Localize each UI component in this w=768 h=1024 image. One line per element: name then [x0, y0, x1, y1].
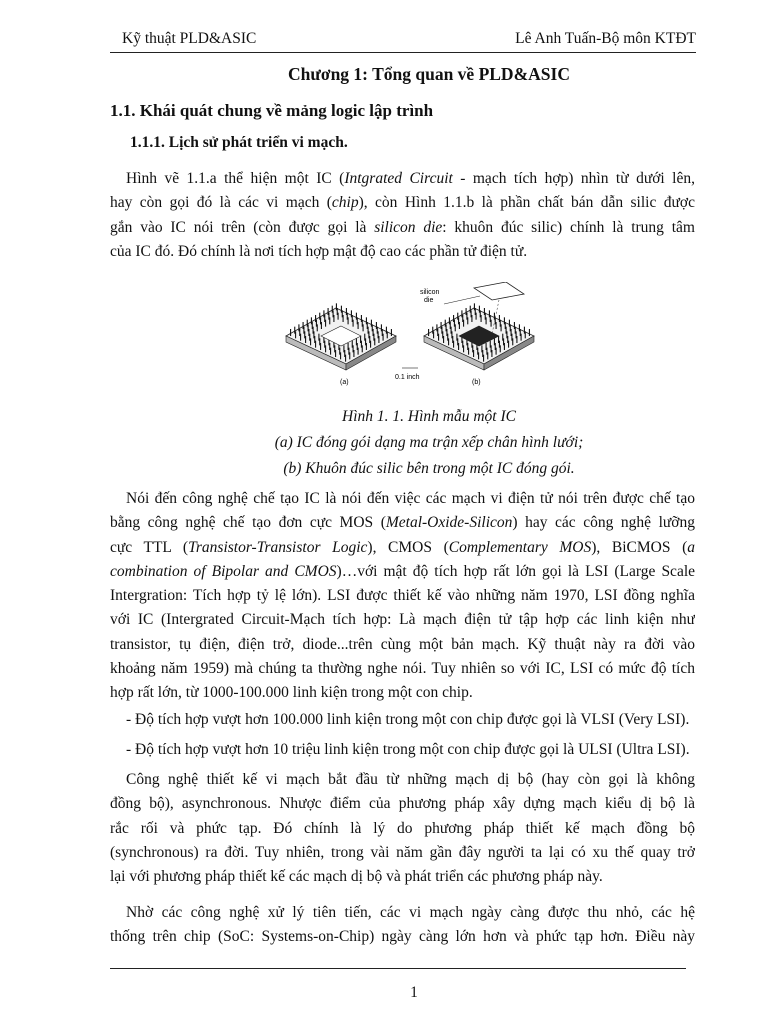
- subsection-heading: 1.1.1. Lịch sử phát triển vi mạch.: [130, 134, 348, 151]
- text-run: hợp rất lớn, từ 1000-100.000 linh kiện trong một con chip.: [110, 684, 473, 702]
- figure-caption-a: (a) IC đóng gói dạng ma trận xếp chân hình lưới;: [274, 434, 584, 451]
- ic-package-b-image: [424, 303, 534, 370]
- italic-term: chip: [331, 194, 359, 212]
- text-run: gắn vào IC nói trên (còn được gọi là: [110, 218, 375, 236]
- text-run: Công nghệ thiết kế vi mạch bắt đầu từ những mạch dị bộ (hay còn gọi là không: [126, 771, 695, 788]
- text-line: [110, 167, 695, 191]
- figure-label-a: (a): [340, 379, 349, 386]
- text-line: [110, 901, 695, 925]
- figure-label-b: (b): [472, 379, 481, 386]
- text-run: ) hay các công nghệ lưỡng: [512, 514, 695, 532]
- text-run: - mạch tích hợp) nhìn từ dưới lên,: [452, 170, 695, 187]
- text-run: Nói đến công nghệ chế tạo IC là nói đến việc các mạch vi điện tử nói trên được chế tạo: [126, 490, 695, 507]
- header-left: Kỹ thuật PLD&ASIC: [122, 30, 257, 47]
- text-run: ), BiCMOS (: [591, 538, 688, 556]
- header-right: Lê Anh Tuấn-Bộ môn KTĐT: [515, 30, 696, 47]
- bullet-vlsi: - Độ tích hợp vượt hơn 100.000 linh kiện trong một con chip được gọi là VLSI (Very LSI).: [126, 711, 690, 728]
- section-heading: 1.1. Khái quát chung về mảng logic lập trình: [110, 101, 434, 120]
- text-run: ), CMOS (: [367, 538, 449, 556]
- figure-caption-b: (b) Khuôn đúc silic bên trong một IC đóng gói.: [283, 460, 575, 477]
- footer-rule: [110, 968, 686, 969]
- text-line: [110, 925, 695, 949]
- chapter-title: Chương 1: Tổng quan về PLD&ASIC: [288, 64, 570, 84]
- text-line: [110, 216, 695, 240]
- italic-term: combination of Bipolar and CMOS: [110, 562, 337, 580]
- die-label: die: [424, 297, 434, 304]
- text-line: [110, 681, 695, 705]
- italic-term: silicon die: [374, 218, 443, 236]
- italic-term: Metal-Oxide-Silicon: [385, 514, 513, 532]
- text-run: Intergration: Tích hợp tỷ lệ lớn). LSI được thiết kế vào những năm 1970, LSI đồng nghĩa: [110, 587, 695, 605]
- text-line: [110, 608, 695, 632]
- text-run: Nhờ các công nghệ xử lý tiên tiến, các vi mạch ngày càng được thu nhỏ, các hệ: [126, 904, 695, 921]
- text-line: [110, 657, 695, 681]
- text-line: [110, 240, 695, 264]
- text-run: (synchronous) ra đời. Tuy nhiên, trong vài năm gần đây người ta lại có xu thế quay trở: [110, 843, 695, 861]
- text-line: [110, 792, 695, 816]
- italic-term: a: [687, 538, 695, 556]
- text-run: lại với phương pháp thiết kế các mạch dị bộ và phát triển các phương pháp này.: [110, 868, 603, 886]
- text-run: cực TTL (: [110, 538, 189, 556]
- text-line: [110, 633, 695, 657]
- italic-term: Transistor-Transistor Logic: [188, 538, 368, 556]
- page-header: [110, 28, 696, 53]
- text-line: [110, 191, 695, 215]
- text-run: của IC đó. Đó chính là nơi tích hợp mật độ cao các phần tử điện tử.: [110, 242, 528, 260]
- text-line: [110, 511, 695, 535]
- ic-package-figure: [284, 282, 554, 390]
- silicon-die-leader: [444, 296, 480, 304]
- text-line: [110, 536, 695, 560]
- paragraph-4: [110, 901, 695, 950]
- ic-package-a-image: [286, 303, 396, 370]
- text-line: [110, 560, 695, 584]
- silicon-label: silicon: [420, 289, 440, 296]
- text-run: với IC (Intergrated Circuit-Mạch tích hợp: Là mạch điện tử tập hợp các linh kiện như: [110, 611, 695, 629]
- paragraph-3: [110, 768, 695, 889]
- text-line: [110, 817, 695, 841]
- paragraph-2: [110, 487, 695, 706]
- text-run: transistor, tụ điện, điện trở, diode...trên cùng một bản mạch. Kỹ thuật này ra đời vào: [110, 635, 695, 653]
- text-line: [110, 487, 695, 511]
- bullet-ulsi: - Độ tích hợp vượt hơn 10 triệu linh kiện trong một con chip được gọi là ULSI (Ultra LSI).: [126, 741, 690, 758]
- text-line: [110, 584, 695, 608]
- silicon-die-shape: [474, 282, 524, 300]
- text-run: )…với mật độ tích hợp rất lớn gọi là LSI (Large Scale: [336, 562, 695, 580]
- text-line: [110, 865, 695, 889]
- text-run: Hình vẽ 1.1.a thể hiện một IC (: [126, 170, 345, 187]
- text-run: bằng công nghệ chế tạo đơn cực MOS (: [110, 514, 386, 532]
- text-run: hay còn gọi đó là các vi mạch (: [110, 194, 332, 212]
- scale-label: 0.1 inch: [395, 374, 420, 381]
- page-number: 1: [410, 984, 418, 1001]
- text-run: ), còn Hình 1.1.b là phần chất bán dẫn silic được: [358, 194, 695, 212]
- figure-caption-title: Hình 1. 1. Hình mẫu một IC: [342, 408, 516, 425]
- italic-term: Complementary MOS: [448, 538, 592, 556]
- text-run: : khuôn đúc silic) chính là trung tâm: [442, 218, 695, 236]
- text-run: rắc rối và phức tạp. Đó chính là lý do phương pháp thiết kế mạch đồng bộ: [110, 819, 695, 837]
- text-run: thống trên chip (SoC: Systems-on-Chip) ngày càng lớn hơn và phức tạp hơn. Điều này: [110, 928, 695, 946]
- text-run: khoảng năm 1959) mà chúng ta thường nghe nói. Tuy nhiên so với IC, LSI có mức độ tích: [110, 660, 695, 678]
- text-line: [110, 841, 695, 865]
- italic-term: Intgrated Circuit: [344, 170, 453, 187]
- text-line: [110, 768, 695, 792]
- text-run: đồng bộ), asynchronous. Nhược điểm của phương pháp xây dựng mạch kiểu dị bộ là: [110, 795, 695, 813]
- paragraph-1: [110, 167, 695, 264]
